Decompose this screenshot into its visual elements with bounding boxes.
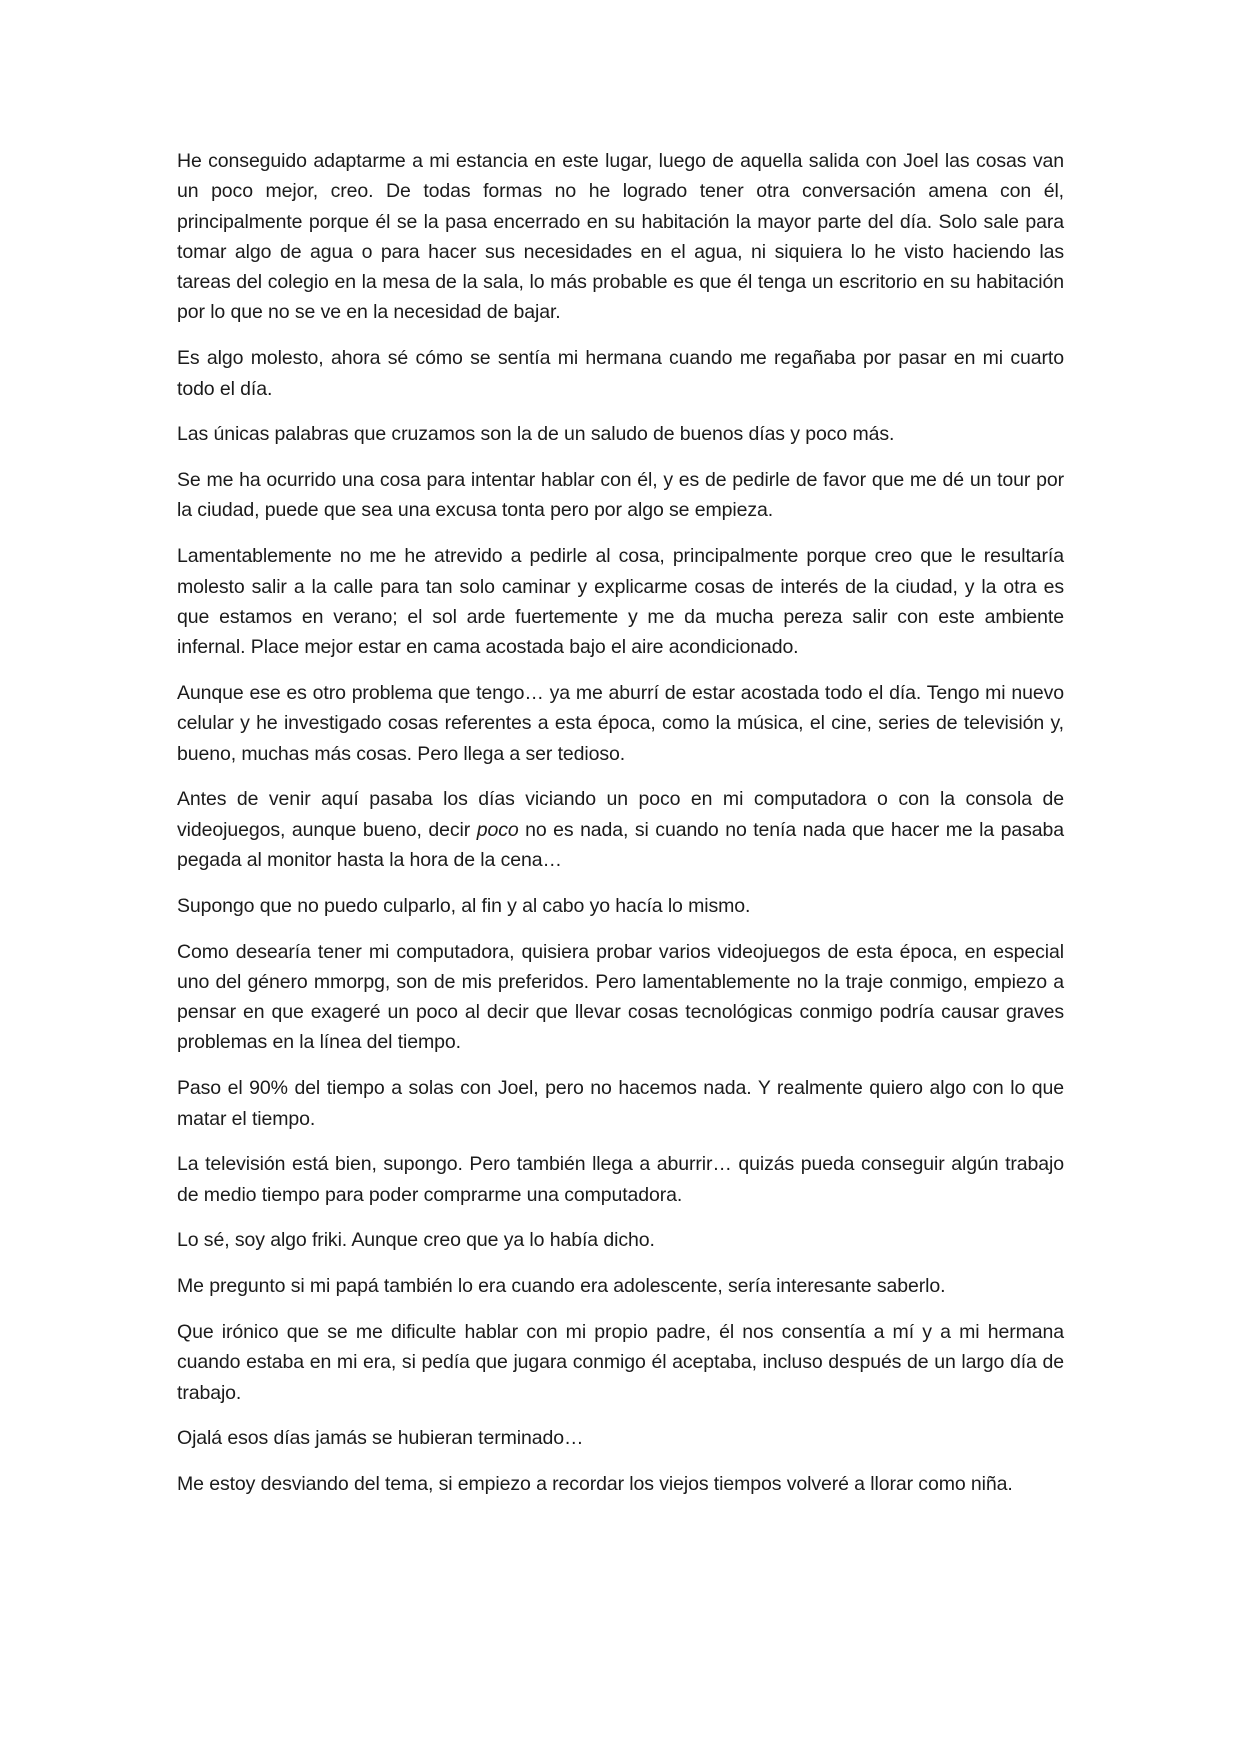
paragraph-9: Como desearía tener mi computadora, quisiera probar varios videojuegos de esta época, en especial uno del género mmorpg, son de mis preferidos. Pero lamentablemente no la traje conmigo, empiezo a pensar en que exageré un poco al decir que llevar cosas tecnológicas conmigo podría causar graves problemas en la línea del tiempo.: [177, 940, 1064, 1054]
paragraph-7-emphasis: poco: [476, 818, 519, 841]
paragraph-7: [177, 784, 1064, 875]
document-body: [177, 146, 1064, 1515]
paragraph-1: He conseguido adaptarme a mi estancia en este lugar, luego de aquella salida con Joel las cosas van un poco mejor, creo. De todas formas no he logrado tener otra conversación amena con él, principalmente porque él se la pasa encerrado en su habitación la mayor parte del día. Solo sale para tomar algo de agua o para hacer sus necesidades en el agua, ni siquiera lo he visto haciendo las tareas del colegio en la mesa de la sala, lo más probable es que él tenga un escritorio en su habitación por lo que no se ve en la necesidad de bajar.: [177, 150, 1064, 324]
paragraph-5: Lamentablemente no me he atrevido a pedirle al cosa, principalmente porque creo que le resultaría molesto salir a la calle para tan solo caminar y explicarme cosas de interés de la ciudad, y la otra es que estamos en verano; el sol arde fuertemente y me da mucha pereza salir con este ambiente infernal. Place mejor estar en cama acostada bajo el aire acondicionado.: [177, 545, 1064, 659]
paragraph-16: Me estoy desviando del tema, si empiezo a recordar los viejos tiempos volveré a llorar como niña.: [177, 1473, 1013, 1496]
paragraph-12: Lo sé, soy algo friki. Aunque creo que ya lo había dicho.: [177, 1229, 655, 1252]
paragraph-11: La televisión está bien, supongo. Pero también llega a aburrir… quizás pueda conseguir algún trabajo de medio tiempo para poder comprarme una computadora.: [177, 1153, 1064, 1206]
paragraph-13: Me pregunto si mi papá también lo era cuando era adolescente, sería interesante saberlo.: [177, 1275, 946, 1298]
paragraph-7-before: Antes de venir aquí pasaba los días viciando un poco en mi computadora o con la consola de videojuegos, aunque bueno, decir: [177, 788, 1064, 841]
paragraph-7-after: no es nada, si cuando no tenía nada que hacer me la pasaba pegada al monitor hasta la hora de la cena…: [177, 818, 1064, 871]
paragraph-2: Es algo molesto, ahora sé cómo se sentía mi hermana cuando me regañaba por pasar en mi cuarto todo el día.: [177, 347, 1064, 400]
paragraph-3: Las únicas palabras que cruzamos son la de un saludo de buenos días y poco más.: [177, 423, 895, 446]
paragraph-10: Paso el 90% del tiempo a solas con Joel, pero no hacemos nada. Y realmente quiero algo con lo que matar el tiempo.: [177, 1077, 1064, 1130]
paragraph-15: Ojalá esos días jamás se hubieran terminado…: [177, 1427, 584, 1450]
paragraph-6: Aunque ese es otro problema que tengo… ya me aburrí de estar acostada todo el día. Tengo mi nuevo celular y he investigado cosas referentes a esta época, como la música, el cine, series de televisión y, bueno, muchas más cosas. Pero llega a ser tedioso.: [177, 681, 1064, 765]
paragraph-8: Supongo que no puedo culparlo, al fin y al cabo yo hacía lo mismo.: [177, 894, 751, 917]
paragraph-4: Se me ha ocurrido una cosa para intentar hablar con él, y es de pedirle de favor que me dé un tour por la ciudad, puede que sea una excusa tonta pero por algo se empieza.: [177, 469, 1064, 522]
paragraph-14: Que irónico que se me dificulte hablar con mi propio padre, él nos consentía a mí y a mi hermana cuando estaba en mi era, si pedía que jugara conmigo él aceptaba, incluso después de un largo día de trabajo.: [177, 1321, 1064, 1404]
